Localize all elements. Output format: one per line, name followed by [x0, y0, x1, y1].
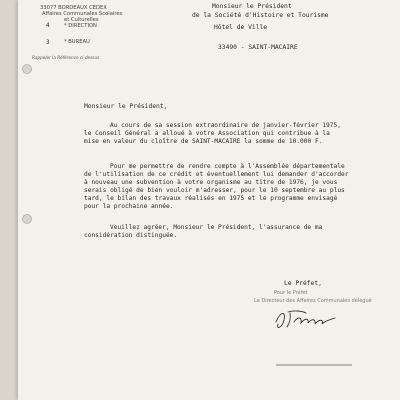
closing-title: Le Préfet, [284, 280, 322, 287]
punch-hole [22, 64, 32, 74]
paragraph-2-line: pour la prochaine année. [84, 203, 174, 210]
reference-note: Rappeler la Référence ci-dessus [32, 55, 100, 60]
paragraph-1-line: Au cours de sa session extraordinaire de janvier-février 1975, [110, 122, 341, 129]
recipient-line-3: Hôtel de Ville [214, 24, 268, 31]
sender-department: Affaires Communales Scolaires [42, 11, 123, 17]
bureau-number: 3 [46, 39, 50, 46]
paragraph-2-line: Pour me permettre de rendre compte à l'Assemblée départementale [110, 163, 345, 170]
division-number: 4 [46, 22, 50, 29]
prefect-signature [272, 304, 342, 332]
sender-city: 33077 BORDEAUX CEDEX [40, 5, 107, 11]
paragraph-1-line: mise en valeur du cloître de SAINT-MACAIRE la somme de 10.000 F. [84, 138, 323, 145]
paragraph-2-line: serais obligé de bien vouloir m'adresser, pour le 10 septembre au plus [84, 187, 345, 194]
recipient-line-2: de la Société d'Histoire et Tourisme [192, 12, 329, 19]
letter-page [18, 0, 400, 400]
stamp-underline [276, 364, 352, 366]
paragraph-2-line: à nouveau une subvention à votre organisme au titre de 1976, je vous [84, 179, 338, 186]
paragraph-1-line: le Conseil Général a alloué à votre Association qui contribue à la [84, 130, 330, 137]
paragraph-2-line: de l'utilisation de ce crédit et éventuellement lui demander d'accorder [84, 171, 349, 178]
stamp-line-2: Le Directeur des Affaires Communales délégué [254, 298, 372, 304]
bureau-label: * BUREAU [64, 39, 90, 45]
paragraph-3-line: Veuillez agréer, Monsieur le Président, l'assurance de ma [110, 224, 323, 231]
division-label: * DIRECTION [64, 23, 97, 29]
paragraph-2 [84, 163, 349, 211]
recipient-line-1: Monsieur le Président [212, 3, 292, 10]
paragraph-3-line: considération distinguée. [84, 232, 178, 239]
stamp-line-1: Pour le Préfet [274, 290, 308, 296]
recipient-line-4: 33490 - SAINT-MACAIRE [218, 44, 298, 51]
paragraph-2-line: tard, le bilan des travaux réalisés en 1975 et le programme envisagé [84, 195, 338, 202]
salutation: Monsieur le Président, [84, 103, 168, 110]
punch-hole [22, 214, 32, 224]
sender-department-2: et Culturelles [64, 17, 99, 23]
paragraph-3 [84, 224, 322, 240]
paragraph-1 [84, 122, 341, 146]
